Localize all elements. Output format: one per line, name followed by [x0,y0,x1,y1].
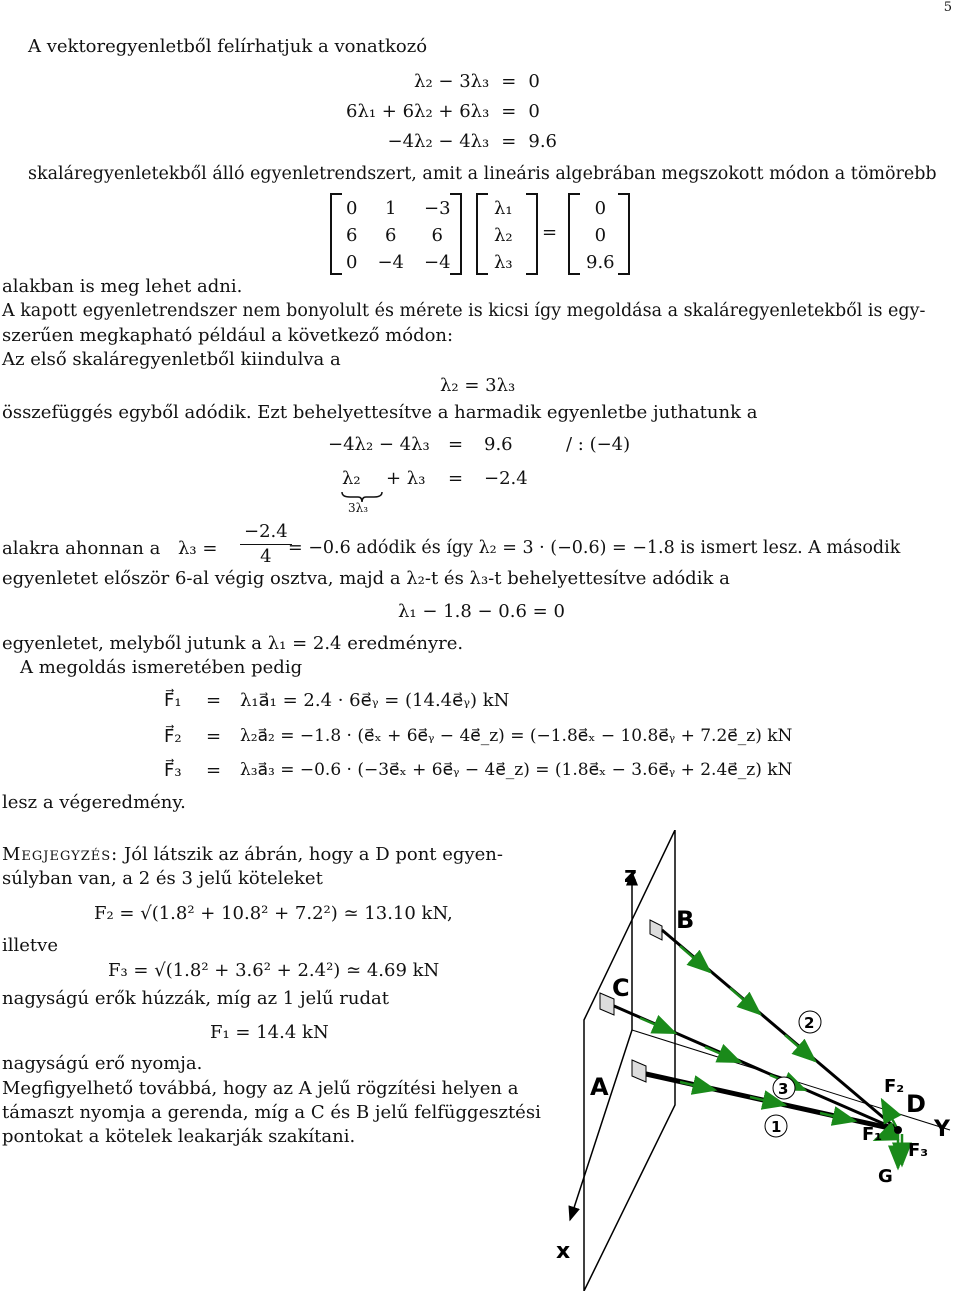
line3-lhs: λ₃ = [178,538,218,559]
sub2-rel: = [448,468,464,489]
sub1-rel: = [448,434,464,455]
label-F3: F₃ [908,1140,929,1161]
equation-system [340,66,563,156]
force-3-lhs: F⃗₃ [164,760,182,781]
result-text: lesz a végeredmény. [2,792,186,813]
equation-lambda2: λ₂ = 3λ₃ [440,375,516,396]
label-G: G [878,1166,893,1187]
force-diagram [540,830,960,1291]
cell: 9.6 [586,252,615,273]
cell: −3 [424,198,451,219]
label-C: C [612,974,630,1002]
force-2-rhs: λ₂a⃗₂ = −1.8 · (e⃗ₓ + 6e⃗ᵧ − 4e⃗_z) = (−1.8e⃗ₓ − 10.8e⃗ᵧ + 7.2e⃗_z) kN [240,726,793,746]
after-system-text: skaláregyenletekből álló egyenletrendszert, amit a lineáris algebrában megszokott módon a tömörebb [28,164,937,184]
wall-plane [584,830,675,1291]
note-line5: Megfigyelhető továbbá, hogy az A jelű rögzítési helyen a [2,1078,519,1099]
rel: = [501,70,517,92]
system-row [340,96,563,126]
label-rope-3: 3 [778,1080,789,1098]
note-text: Jól látszik az ábrán, hogy a D pont egyen- [123,844,503,865]
cell: 0 [594,225,607,246]
note-line7: pontokat a kötelek leakarják szakítani. [2,1126,356,1147]
cell: 6 [431,225,443,246]
rhs: 9.6 [528,130,558,152]
f1-equation: F₁ = 14.4 kN [210,1022,329,1043]
sub2-plus-lambda3: + λ₃ [386,468,426,489]
note-line3: nagyságú erők húzzák, míg az 1 jelű rudat [2,988,389,1009]
para1-line3: Az első skaláregyenletből kiindulva a [2,349,341,370]
matrix-A [336,195,461,276]
label-rod-1: 1 [771,1118,782,1136]
cell: −4 [377,252,404,273]
label-Y: Y [934,1117,950,1142]
cell: 0 [594,198,607,219]
sub1-note: / : (−4) [566,434,631,455]
cell: 1 [385,198,397,219]
rhs: 0 [528,100,540,122]
note-line2: súlyban van, a 2 és 3 jelű köteleket [2,868,323,889]
label-z: z [624,863,637,888]
cell: 6 [385,225,397,246]
point-D [894,1126,902,1134]
rel: = [501,130,517,152]
para1-line1: A kapott egyenletrendszer nem bonyolult és mérete is kicsi így megoldása a skaláregyenletekből is egy- [2,301,926,321]
sub1-rhs: 9.6 [484,434,513,455]
bracket-B [650,920,662,940]
para2: összefüggés egyből adódik. Ezt behelyettesítve a harmadik egyenletbe juthatunk a [2,402,758,423]
after-matrix-text: alakban is meg lehet adni. [2,276,243,297]
cell: λ₃ [494,252,513,273]
system-row [340,66,563,96]
label-F2: F₂ [884,1076,905,1097]
lhs: 6λ₁ + 6λ₂ + 6λ₃ [346,100,490,122]
cell: 6 [346,225,358,246]
note-line6: támaszt nyomja a gerenda, míg a C és B jelű felfüggesztési [2,1102,541,1123]
x-axis [570,1030,632,1220]
note-title: Megjegyzés: [2,844,119,865]
para4: egyenletet, melyből jutunk a λ₁ = 2.4 eredményre. [2,633,464,654]
line3-pre: alakra ahonnan a [2,538,161,559]
para1-line2: szerűen megkapható például a következő módon: [2,325,454,346]
illetve-text: illetve [2,935,58,956]
rhs: 0 [528,70,540,92]
sub2-rhs: −2.4 [484,468,528,489]
label-F1: F₁ [862,1124,883,1145]
line3-post: = −0.6 adódik és így λ₂ = 3 · (−0.6) = −1.8 is ismert lesz. A második [288,538,901,558]
page-number: 5 [943,0,952,15]
label-B: B [676,906,695,934]
note-line4: nagyságú erő nyomja. [2,1053,203,1074]
para5: A megoldás ismeretében pedig [20,657,303,678]
vector-x [484,195,523,276]
matrix-eq-sign: = [542,222,558,243]
force-2-lhs: F⃗₂ [164,726,182,747]
f2-equation: F₂ = √(1.8² + 10.8² + 7.2²) ≃ 13.10 kN, [94,903,453,924]
label-A: A [590,1073,609,1101]
intro-text: A vektoregyenletből felírhatjuk a vonatkozó [28,36,428,57]
bracket-A [632,1060,646,1082]
label-x: x [556,1239,571,1264]
lhs: −4λ₂ − 4λ₃ [387,130,490,152]
system-row [340,126,563,156]
note-line1 [2,844,503,865]
cell: λ₂ [494,225,513,246]
cell: 0 [346,252,358,273]
force-1-rel: = [206,690,222,711]
fraction [240,520,292,569]
force-1-rhs: λ₁a⃗₁ = 2.4 · 6e⃗ᵧ = (14.4e⃗ᵧ) kN [240,690,510,711]
f3-equation: F₃ = √(1.8² + 3.6² + 2.4²) ≃ 4.69 kN [108,960,440,981]
force-3-rhs: λ₃a⃗₃ = −0.6 · (−3e⃗ₓ + 6e⃗ᵧ − 4e⃗_z) = (1.8e⃗ₓ − 3.6e⃗ᵧ + 2.4e⃗_z) kN [240,760,793,780]
force-3-rel: = [206,760,222,781]
cell: λ₁ [494,198,513,219]
label-rope-2: 2 [804,1014,815,1032]
lhs: λ₂ − 3λ₃ [414,70,490,92]
sub2-lambda2: λ₂ [342,468,361,489]
fraction-denominator: 4 [260,546,272,567]
label-D: D [906,1090,926,1118]
force-1-lhs: F⃗₁ [164,690,182,711]
cell: 0 [346,198,358,219]
rel: = [501,100,517,122]
para3: egyenletet először 6-al végig osztva, majd a λ₂-t és λ₃-t behelyettesítve adódik a [2,568,730,589]
sub1-lhs: −4λ₂ − 4λ₃ [328,434,430,455]
fraction-numerator: −2.4 [240,520,292,545]
cell: −4 [424,252,451,273]
equation-lambda1: λ₁ − 1.8 − 0.6 = 0 [398,601,565,622]
force-2-rel: = [206,726,222,747]
underbrace-label: 3λ₃ [348,501,369,515]
